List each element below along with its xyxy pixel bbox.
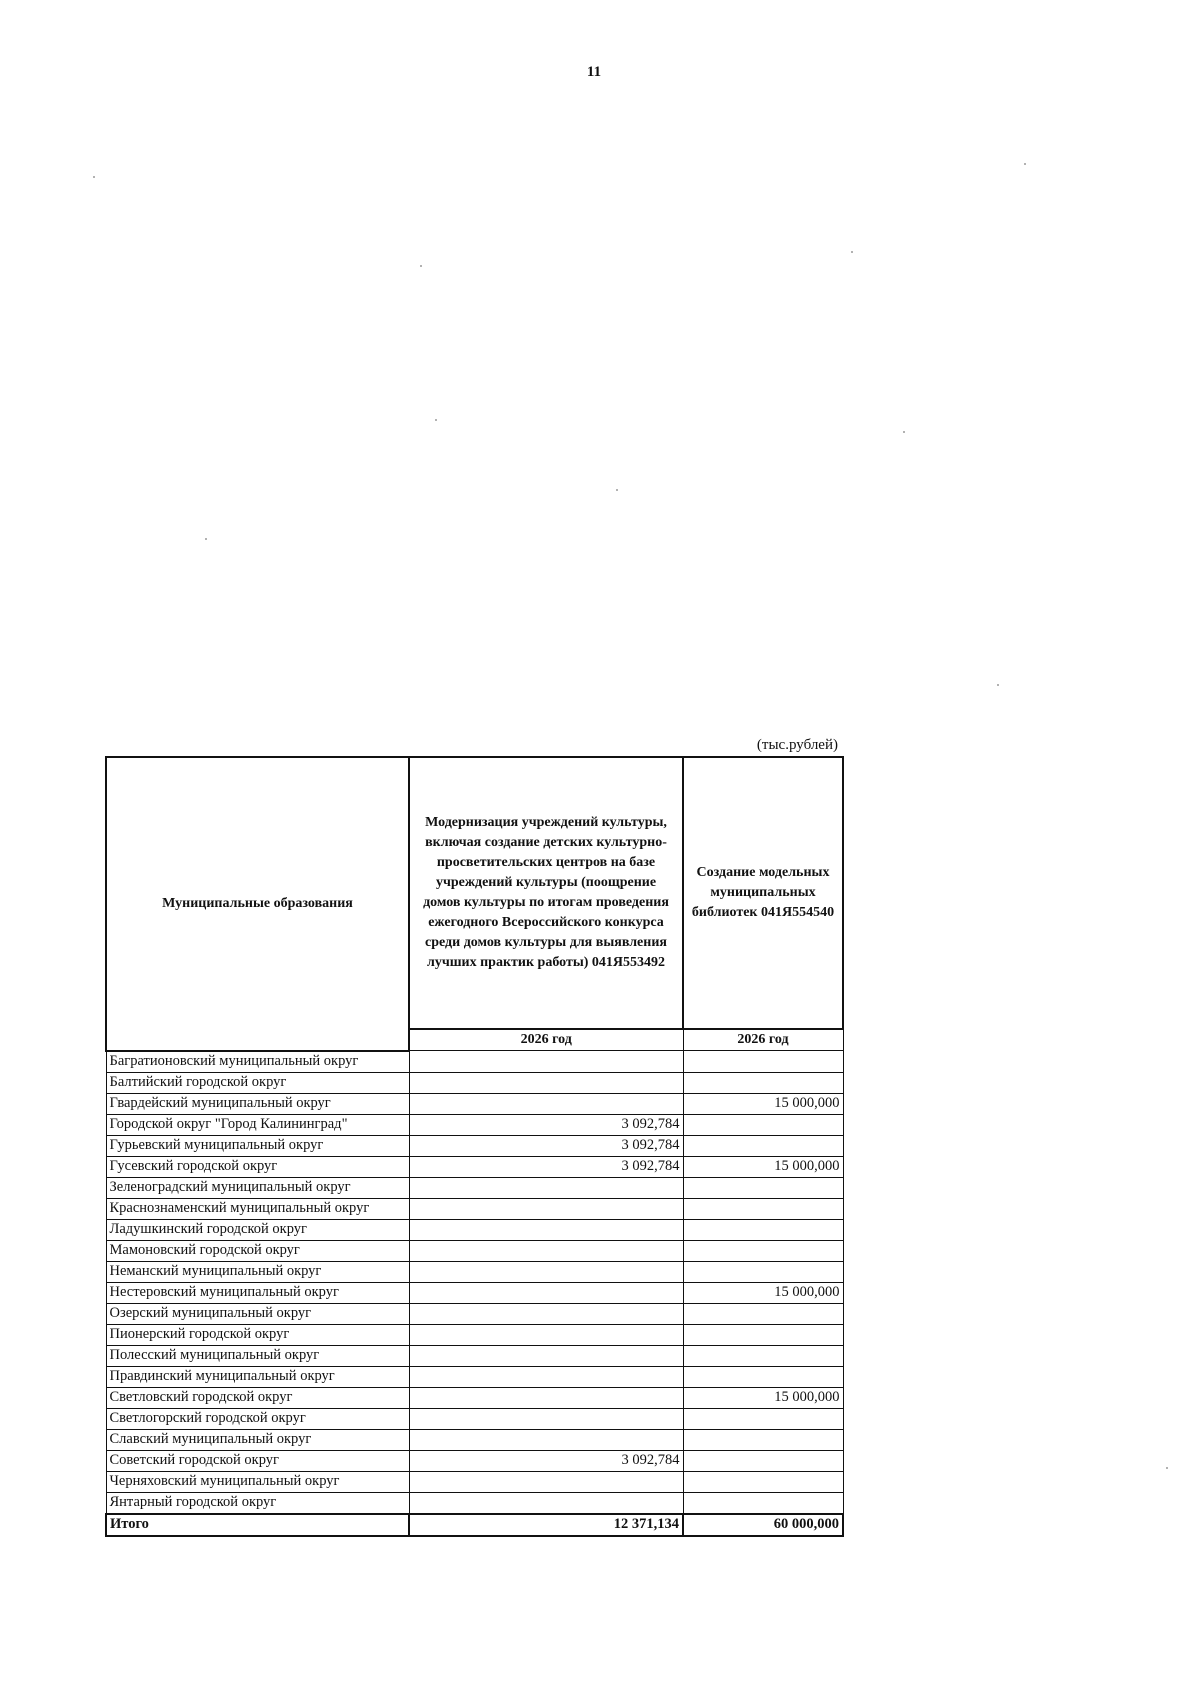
modernization-value	[409, 1471, 683, 1492]
scan-speck	[420, 265, 422, 267]
municipality-name: Зеленоградский муниципальный округ	[106, 1177, 409, 1198]
budget-table	[105, 756, 844, 1537]
libraries-value: 15 000,000	[683, 1093, 843, 1114]
table-row	[106, 1471, 843, 1492]
libraries-value	[683, 1261, 843, 1282]
modernization-value: 3 092,784	[409, 1450, 683, 1471]
municipality-name: Городской округ "Город Калининград"	[106, 1114, 409, 1135]
table-row	[106, 1429, 843, 1450]
table-row	[106, 1051, 843, 1073]
page-number: 11	[586, 64, 602, 80]
table-row	[106, 1345, 843, 1366]
modernization-value	[409, 1093, 683, 1114]
municipality-name: Гусевский городской округ	[106, 1156, 409, 1177]
municipality-name: Ладушкинский городской округ	[106, 1219, 409, 1240]
municipality-name: Полесский муниципальный округ	[106, 1345, 409, 1366]
modernization-value	[409, 1261, 683, 1282]
table-row	[106, 1261, 843, 1282]
libraries-value	[683, 1114, 843, 1135]
table-row	[106, 1093, 843, 1114]
table-row	[106, 1387, 843, 1408]
libraries-value: 15 000,000	[683, 1156, 843, 1177]
municipality-name: Правдинский муниципальный округ	[106, 1366, 409, 1387]
libraries-value	[683, 1471, 843, 1492]
table-row	[106, 1135, 843, 1156]
year-modernization: 2026 год	[409, 1029, 683, 1051]
municipality-name: Черняховский муниципальный округ	[106, 1471, 409, 1492]
table-row	[106, 1240, 843, 1261]
municipality-name: Гурьевский муниципальный округ	[106, 1135, 409, 1156]
libraries-value	[683, 1177, 843, 1198]
municipality-name: Озерский муниципальный округ	[106, 1303, 409, 1324]
municipality-name: Славский муниципальный округ	[106, 1429, 409, 1450]
municipality-name: Балтийский городской округ	[106, 1072, 409, 1093]
municipality-name: Янтарный городской округ	[106, 1492, 409, 1514]
scan-speck	[205, 538, 207, 540]
libraries-value	[683, 1219, 843, 1240]
modernization-value	[409, 1303, 683, 1324]
table-row	[106, 1492, 843, 1514]
units-label: (тыс.рублей)	[756, 737, 838, 753]
libraries-value	[683, 1366, 843, 1387]
modernization-value	[409, 1324, 683, 1345]
table-row	[106, 1366, 843, 1387]
modernization-value: 3 092,784	[409, 1156, 683, 1177]
table-row	[106, 1072, 843, 1093]
modernization-value	[409, 1219, 683, 1240]
table-row	[106, 1114, 843, 1135]
table-row	[106, 1408, 843, 1429]
table-row	[106, 1450, 843, 1471]
scan-speck	[616, 489, 618, 491]
libraries-value	[683, 1303, 843, 1324]
modernization-value: 3 092,784	[409, 1135, 683, 1156]
libraries-value	[683, 1492, 843, 1514]
municipality-name: Светлогорский городской округ	[106, 1408, 409, 1429]
libraries-value: 15 000,000	[683, 1282, 843, 1303]
municipality-name: Пионерский городской округ	[106, 1324, 409, 1345]
modernization-value	[409, 1198, 683, 1219]
table-row	[106, 1282, 843, 1303]
table-row	[106, 1303, 843, 1324]
modernization-value	[409, 1345, 683, 1366]
total-libraries: 60 000,000	[683, 1514, 843, 1536]
table-row	[106, 1219, 843, 1240]
modernization-value	[409, 1492, 683, 1514]
scan-speck	[1166, 1467, 1168, 1469]
municipality-name: Советский городской округ	[106, 1450, 409, 1471]
scan-speck	[1024, 163, 1026, 165]
libraries-value	[683, 1345, 843, 1366]
municipality-name: Багратионовский муниципальный округ	[106, 1051, 409, 1073]
modernization-value	[409, 1051, 683, 1073]
libraries-value	[683, 1450, 843, 1471]
table-row	[106, 1198, 843, 1219]
scan-speck	[997, 684, 999, 686]
table-header-row	[106, 757, 843, 1029]
modernization-value	[409, 1240, 683, 1261]
municipality-name: Мамоновский городской округ	[106, 1240, 409, 1261]
total-label: Итого	[106, 1514, 409, 1536]
scan-speck	[93, 176, 95, 178]
libraries-value	[683, 1072, 843, 1093]
header-libraries: Создание модельных муниципальных библиотек 041Я554540	[683, 757, 843, 1029]
total-row	[106, 1514, 843, 1536]
libraries-value: 15 000,000	[683, 1387, 843, 1408]
table-row	[106, 1177, 843, 1198]
scan-speck	[851, 251, 853, 253]
municipality-name: Нестеровский муниципальный округ	[106, 1282, 409, 1303]
table-row	[106, 1324, 843, 1345]
modernization-value	[409, 1072, 683, 1093]
scan-speck	[903, 431, 905, 433]
modernization-value	[409, 1387, 683, 1408]
modernization-value	[409, 1177, 683, 1198]
modernization-value	[409, 1282, 683, 1303]
table-row	[106, 1156, 843, 1177]
header-modernization: Модернизация учреждений культуры, включая создание детских культурно-просветительских центров на базе учреждений культуры (поощрение домов культуры по итогам проведения ежегодного Всероссийского конкурса среди домов культуры для выявления лучших практик работы) 041Я553492	[409, 757, 683, 1029]
total-modernization: 12 371,134	[409, 1514, 683, 1536]
municipality-name: Краснознаменский муниципальный округ	[106, 1198, 409, 1219]
libraries-value	[683, 1198, 843, 1219]
libraries-value	[683, 1324, 843, 1345]
scan-speck	[435, 419, 437, 421]
municipality-name: Гвардейский муниципальный округ	[106, 1093, 409, 1114]
libraries-value	[683, 1240, 843, 1261]
modernization-value	[409, 1408, 683, 1429]
libraries-value	[683, 1408, 843, 1429]
modernization-value	[409, 1429, 683, 1450]
libraries-value	[683, 1429, 843, 1450]
modernization-value	[409, 1366, 683, 1387]
modernization-value: 3 092,784	[409, 1114, 683, 1135]
header-municipality: Муниципальные образования	[106, 757, 409, 1051]
libraries-value	[683, 1135, 843, 1156]
municipality-name: Неманский муниципальный округ	[106, 1261, 409, 1282]
municipality-name: Светловский городской округ	[106, 1387, 409, 1408]
year-libraries: 2026 год	[683, 1029, 843, 1051]
libraries-value	[683, 1051, 843, 1073]
